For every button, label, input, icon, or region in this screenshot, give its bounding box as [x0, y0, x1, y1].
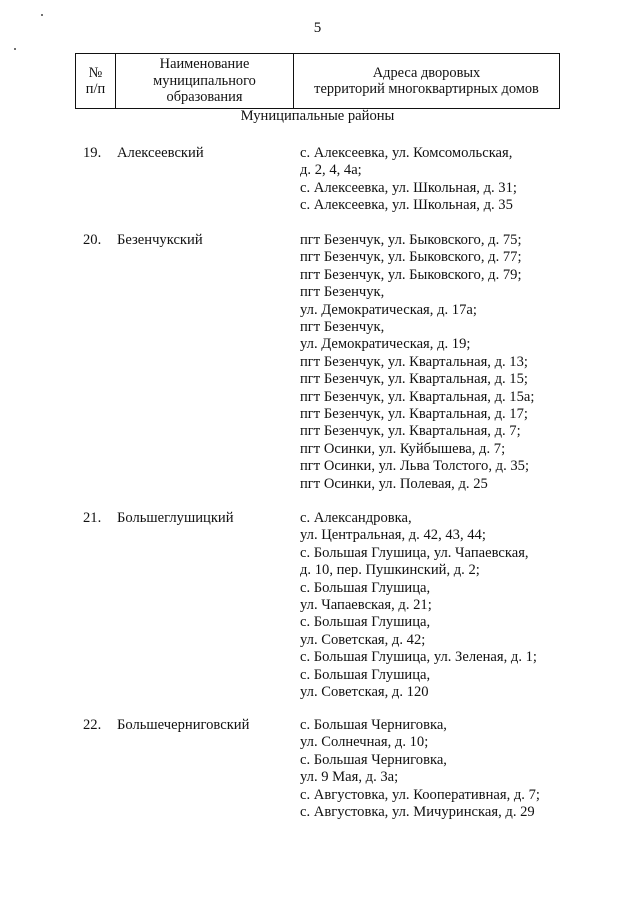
- entry-number: 20.: [83, 232, 102, 248]
- address-list: [300, 510, 600, 701]
- entry-number: 22.: [83, 717, 102, 733]
- municipality-name: Безенчукский: [117, 232, 203, 248]
- address-line: ул. Демократическая, д. 17а;: [300, 301, 477, 318]
- address-line: с. Большая Глушица,: [300, 579, 431, 596]
- header-col-addresses-line: Адреса дворовых: [372, 64, 481, 81]
- entry-number: 19.: [83, 145, 102, 161]
- address-line: пгт Безенчук, ул. Квартальная, д. 15;: [300, 371, 528, 388]
- page-number: 5: [313, 20, 322, 36]
- address-line: ул. Демократическая, д. 19;: [300, 336, 471, 353]
- address-line: с. Большая Черниговка,: [300, 751, 447, 768]
- header-col-number-line: №: [88, 64, 103, 81]
- scan-speck: [41, 14, 43, 16]
- address-line: пгт Безенчук, ул. Квартальная, д. 13;: [300, 353, 528, 370]
- address-line: с. Большая Глушица,: [300, 614, 431, 631]
- address-line: ул. Советская, д. 42;: [300, 631, 426, 648]
- address-list: [300, 717, 600, 821]
- header-col-number: [76, 54, 116, 109]
- address-list: [300, 145, 600, 215]
- address-line: д. 10, пер. Пушкинский, д. 2;: [300, 562, 480, 579]
- address-line: с. Алексеевка, ул. Школьная, д. 31;: [300, 179, 517, 196]
- address-line: пгт Осинки, ул. Полевая, д. 25: [300, 475, 488, 492]
- address-line: пгт Безенчук,: [300, 319, 385, 336]
- address-line: с. Алексеевка, ул. Школьная, д. 35: [300, 197, 513, 214]
- municipality-name: Алексеевский: [117, 145, 204, 161]
- scan-speck: [14, 48, 16, 50]
- address-line: д. 2, 4, 4а;: [300, 162, 362, 179]
- section-title: Муниципальные районы: [240, 108, 395, 124]
- address-line: пгт Безенчук,: [300, 284, 385, 301]
- entry-number: 21.: [83, 510, 102, 526]
- address-line: с. Августовка, ул. Мичуринская, д. 29: [300, 804, 535, 821]
- address-line: пгт Безенчук, ул. Быковского, д. 75;: [300, 232, 522, 248]
- table-header: [75, 53, 560, 109]
- header-col-municipality-line: Наименование: [159, 56, 250, 73]
- address-line: ул. Чапаевская, д. 21;: [300, 597, 432, 614]
- header-col-addresses: [294, 54, 560, 109]
- header-col-addresses-line: территорий многоквартирных домов: [314, 81, 539, 97]
- address-line: с. Алексеевка, ул. Комсомольская,: [300, 145, 513, 161]
- address-line: ул. Советская, д. 120: [300, 684, 429, 701]
- municipality-name: Большеглушицкий: [117, 510, 234, 526]
- address-line: пгт Безенчук, ул. Быковского, д. 77;: [300, 249, 522, 266]
- header-col-municipality: [116, 54, 294, 109]
- municipality-name: Большечерниговский: [117, 717, 250, 733]
- address-line: пгт Безенчук, ул. Квартальная, д. 17;: [300, 406, 528, 423]
- address-line: ул. 9 Мая, д. 3а;: [300, 769, 399, 786]
- address-line: пгт Безенчук, ул. Квартальная, д. 15а;: [300, 388, 535, 405]
- address-line: пгт Осинки, ул. Льва Толстого, д. 35;: [300, 458, 530, 475]
- header-col-municipality-line: образования: [166, 89, 243, 106]
- header-col-municipality-line: муниципального: [153, 72, 256, 89]
- address-line: пгт Безенчук, ул. Быковского, д. 79;: [300, 266, 522, 283]
- header-col-number-line: п/п: [85, 81, 106, 97]
- address-line: с. Александровка,: [300, 510, 412, 526]
- address-line: пгт Осинки, ул. Куйбышева, д. 7;: [300, 440, 506, 457]
- address-line: с. Августовка, ул. Кооперативная, д. 7;: [300, 786, 540, 803]
- address-line: с. Большая Черниговка,: [300, 717, 447, 733]
- address-line: с. Большая Глушица, ул. Зеленая, д. 1;: [300, 649, 537, 666]
- address-line: с. Большая Глушица,: [300, 666, 431, 683]
- address-list: [300, 232, 600, 493]
- address-line: с. Большая Глушица, ул. Чапаевская,: [300, 544, 529, 561]
- address-line: ул. Центральная, д. 42, 43, 44;: [300, 527, 486, 544]
- address-line: ул. Солнечная, д. 10;: [300, 734, 429, 751]
- address-line: пгт Безенчук, ул. Квартальная, д. 7;: [300, 423, 521, 440]
